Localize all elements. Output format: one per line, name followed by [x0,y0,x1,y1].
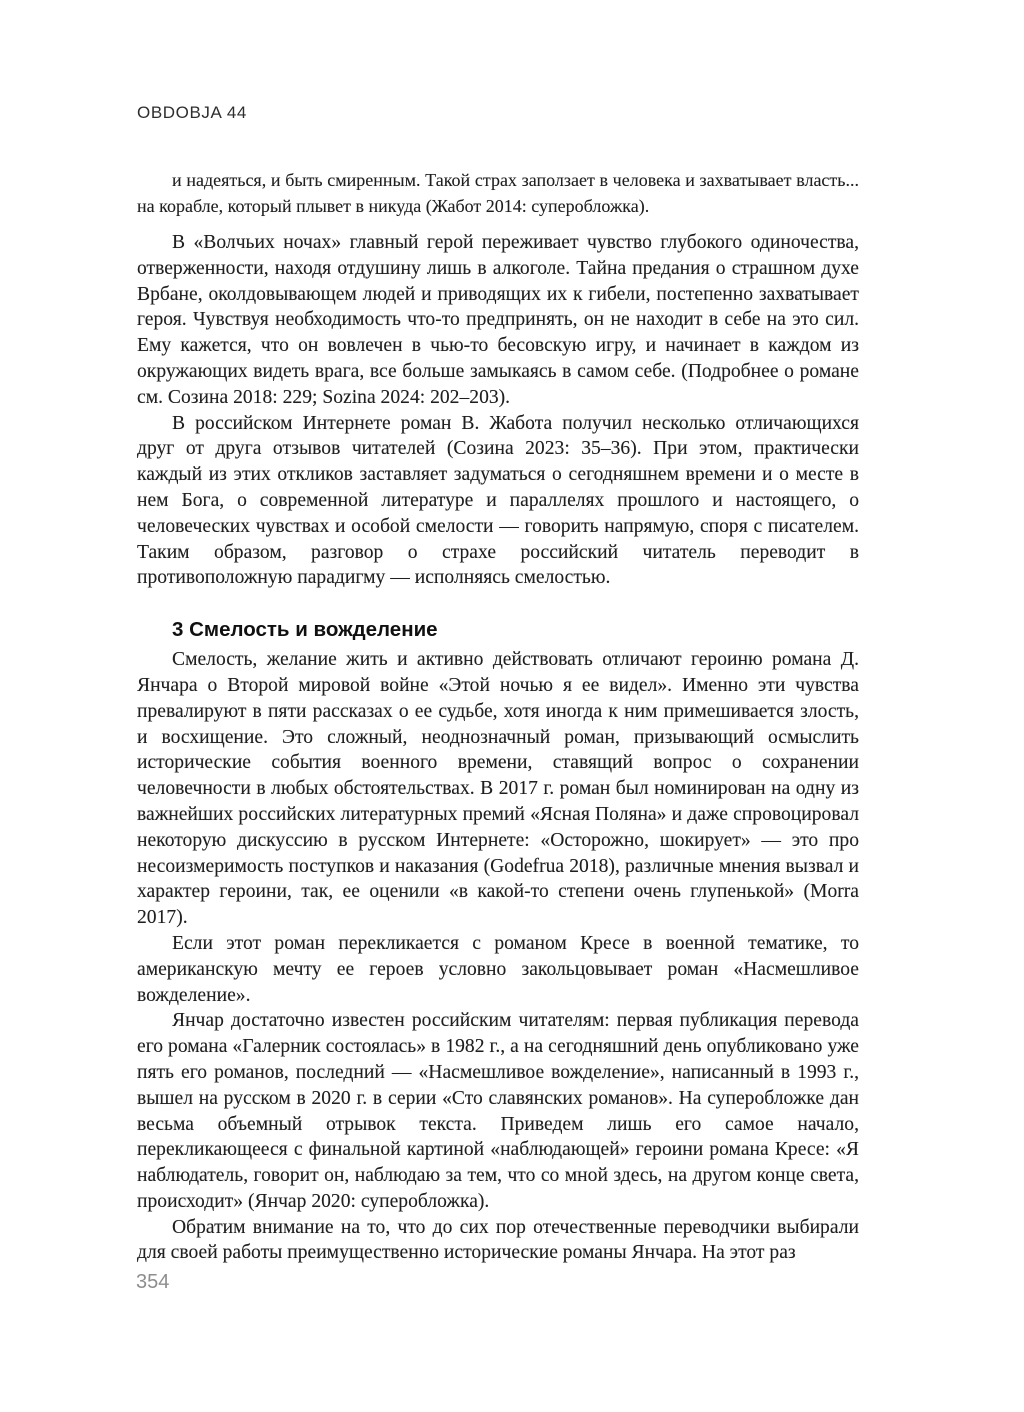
paragraph-jancar-publications: Янчар достаточно известен российским читателям: первая публикация перевода его романа «Галерник состоялась» в 1982 г., а на сегодняшний день опубликовано уже пять его романов, последний — «Насмешливое вожделение», написанный в 1993 г., вышел на русском в 2020 г. в серии «Сто славянских романов». На суперобложке дан весьма объемный отрывок текста. Приведем лишь его самое начало, перекликающееся с финальной картиной «наблюдающей» героини романа Кресе: «Я наблюдатель, говорит он, наблюдаю за тем, что со мной здесь, на другом конце света, происходит» (Янчар 2020: суперобложка). [137,1010,859,1212]
page-number: 354 [136,1271,170,1293]
running-header: OBDOBJA 44 [137,103,247,122]
section-heading: 3 Смелость и вожделение [172,618,438,642]
paragraph-krese-comparison: Если этот роман перекликается с романом Кресе в военной тематике, то американскую мечту ее героев условно закольцовывает роман «Насмешливое вожделение». [137,932,859,1006]
paragraph-translators: Обратим внимание на то, что до сих пор отечественные переводчики выбирали для своей работы преимущественно исторические романы Янчара. На этот раз [137,1216,859,1264]
paragraph-wolf-nights: В «Волчьих ночах» главный герой переживает чувство глубокого одиночества, отверженности, находя отдушину лишь в алкоголе. Тайна предания о страшном духе Врбане, околдовывающем людей и приводящих их к гибели, постепенно захватывает героя. Чувствуя необходимость что-то предпринять, он не находит в себе на это сил. Ему кажется, что он вовлечен в чью-то бесовскую игру, и начинает в каждом из окружающих видеть врага, все больше замыкаясь в самом себе. (Подробнее о романе см. Созина 2018: 229; Sozina 2024: 202–203). [137,232,859,408]
text-column [137,167,859,1266]
paragraph-courage: Смелость, желание жить и активно действовать отличают героиню романа Д. Янчара о Второй мировой войне «Этой ночью я ее видел». Именно эти чувства превалируют в пяти рассказах о ее судьбе, хотя иногда к ним примешивается злость, и восхищение. Это сложный, неоднозначный роман, призывающий осмыслить исторические события военного времени, ставящий вопрос о сохранении человечности в любых обстоятельствах. В 2017 г. роман был номинирован на одну из важнейших российских литературных премий «Ясная Поляна» и даже спровоцировал некоторую дискуссию в русском Интернете: «Осторожно, шокирует» — это про несоизмеримость поступков и наказания (Godefrua 2018), различные мнения вызвал и характер героини, так, ее оценили «в какой-то степени очень глупенькой» (Morra 2017). [137,649,859,929]
paragraph-internet-reviews: В российском Интернете роман В. Жабота получил несколько отличающихся друг от друга отзывов читателей (Созина 2023: 35–36). При этом, практически каждый из этих откликов заставляет задуматься о сегодняшнем времени и о месте в нем Бога, о современной литературе и параллелях прошлого и настоящего, о человеческих чувствах и особой смелости — говорить напрямую, споря с писателем. Таким образом, разговор о страхе российский читатель переводит в противоположную парадигму — исполняясь смелостью. [137,412,859,589]
block-quote: и надеяться, и быть смиренным. Такой страх заползает в человека и захватывает власть... на корабле, который плывет в никуда (Жабот 2014: суперобложка). [137,170,859,216]
